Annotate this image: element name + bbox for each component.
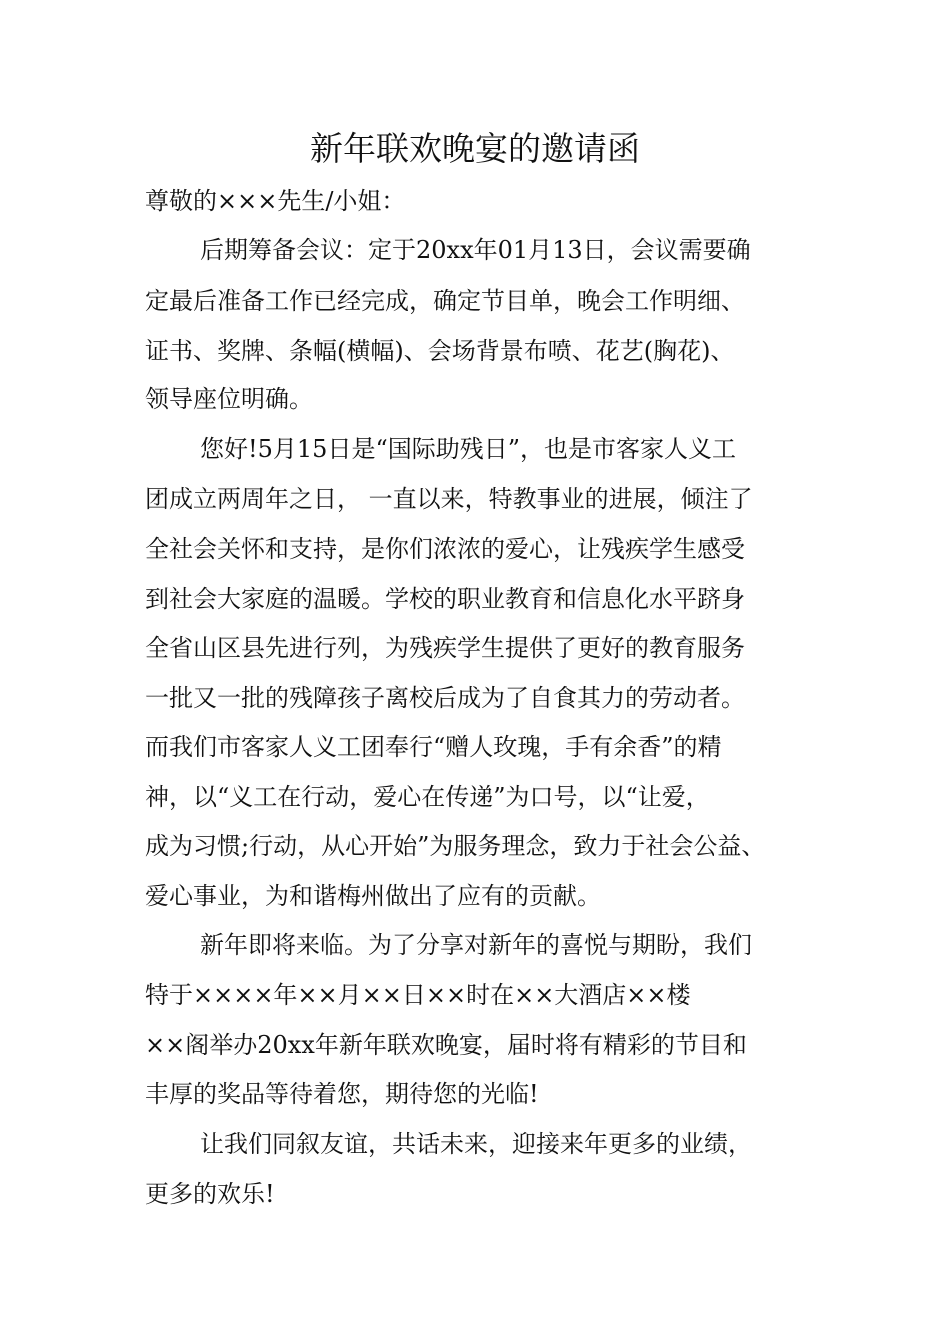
paragraph-3-line: 新年即将来临。为了分享对新年的喜悦与期盼，我们 bbox=[200, 931, 752, 959]
paragraph-1-line: 证书、奖牌、条幅(横幅)、会场背景布喷、花艺(胸花)、 bbox=[145, 337, 735, 365]
paragraph-1-line: 定最后准备工作已经完成，确定节目单，晚会工作明细、 bbox=[145, 287, 745, 315]
paragraph-3-line: 特于××××年××月××日××时在××大酒店××楼 bbox=[145, 981, 691, 1009]
paragraph-2-line: 您好!5月15日是“国际助残日”，也是市客家人义工 bbox=[200, 435, 736, 463]
paragraph-2-line: 团成立两周年之日， 一直以来，特教事业的进展，倾注了 bbox=[145, 485, 753, 513]
paragraph-2-line: 全社会关怀和支持，是你们浓浓的爱心，让残疾学生感受 bbox=[145, 535, 745, 563]
paragraph-4-line: 更多的欢乐! bbox=[145, 1180, 275, 1208]
paragraph-1-line: 领导座位明确。 bbox=[145, 385, 313, 413]
paragraph-2-line: 而我们市客家人义工团奉行“赠人玫瑰，手有余香”的精 bbox=[145, 733, 722, 761]
paragraph-2-line: 成为习惯;行动，从心开始”为服务理念，致力于社会公益、 bbox=[145, 832, 766, 860]
paragraph-4-line: 让我们同叙友谊，共话未来，迎接来年更多的业绩， bbox=[200, 1130, 752, 1158]
paragraph-2-line: 爱心事业，为和谐梅州做出了应有的贡献。 bbox=[145, 882, 601, 910]
paragraph-2-line: 神，以“义工在行动，爱心在传递”为口号，以“让爱， bbox=[145, 783, 710, 811]
paragraph-3-line: ××阁举办20xx年新年联欢晚宴，届时将有精彩的节目和 bbox=[145, 1031, 747, 1059]
paragraph-2-line: 全省山区县先进行列，为残疾学生提供了更好的教育服务 bbox=[145, 634, 745, 662]
greeting: 尊敬的×××先生/小姐： bbox=[145, 187, 406, 215]
paragraph-2-line: 一批又一批的残障孩子离校后成为了自食其力的劳动者。 bbox=[145, 684, 745, 712]
paragraph-2-line: 到社会大家庭的温暖。学校的职业教育和信息化水平跻身 bbox=[145, 585, 745, 613]
paragraph-1-line: 后期筹备会议：定于20xx年01月13日，会议需要确 bbox=[200, 236, 751, 264]
document-title: 新年联欢晚宴的邀请函 bbox=[310, 129, 640, 168]
paragraph-3-line: 丰厚的奖品等待着您，期待您的光临! bbox=[145, 1080, 539, 1108]
